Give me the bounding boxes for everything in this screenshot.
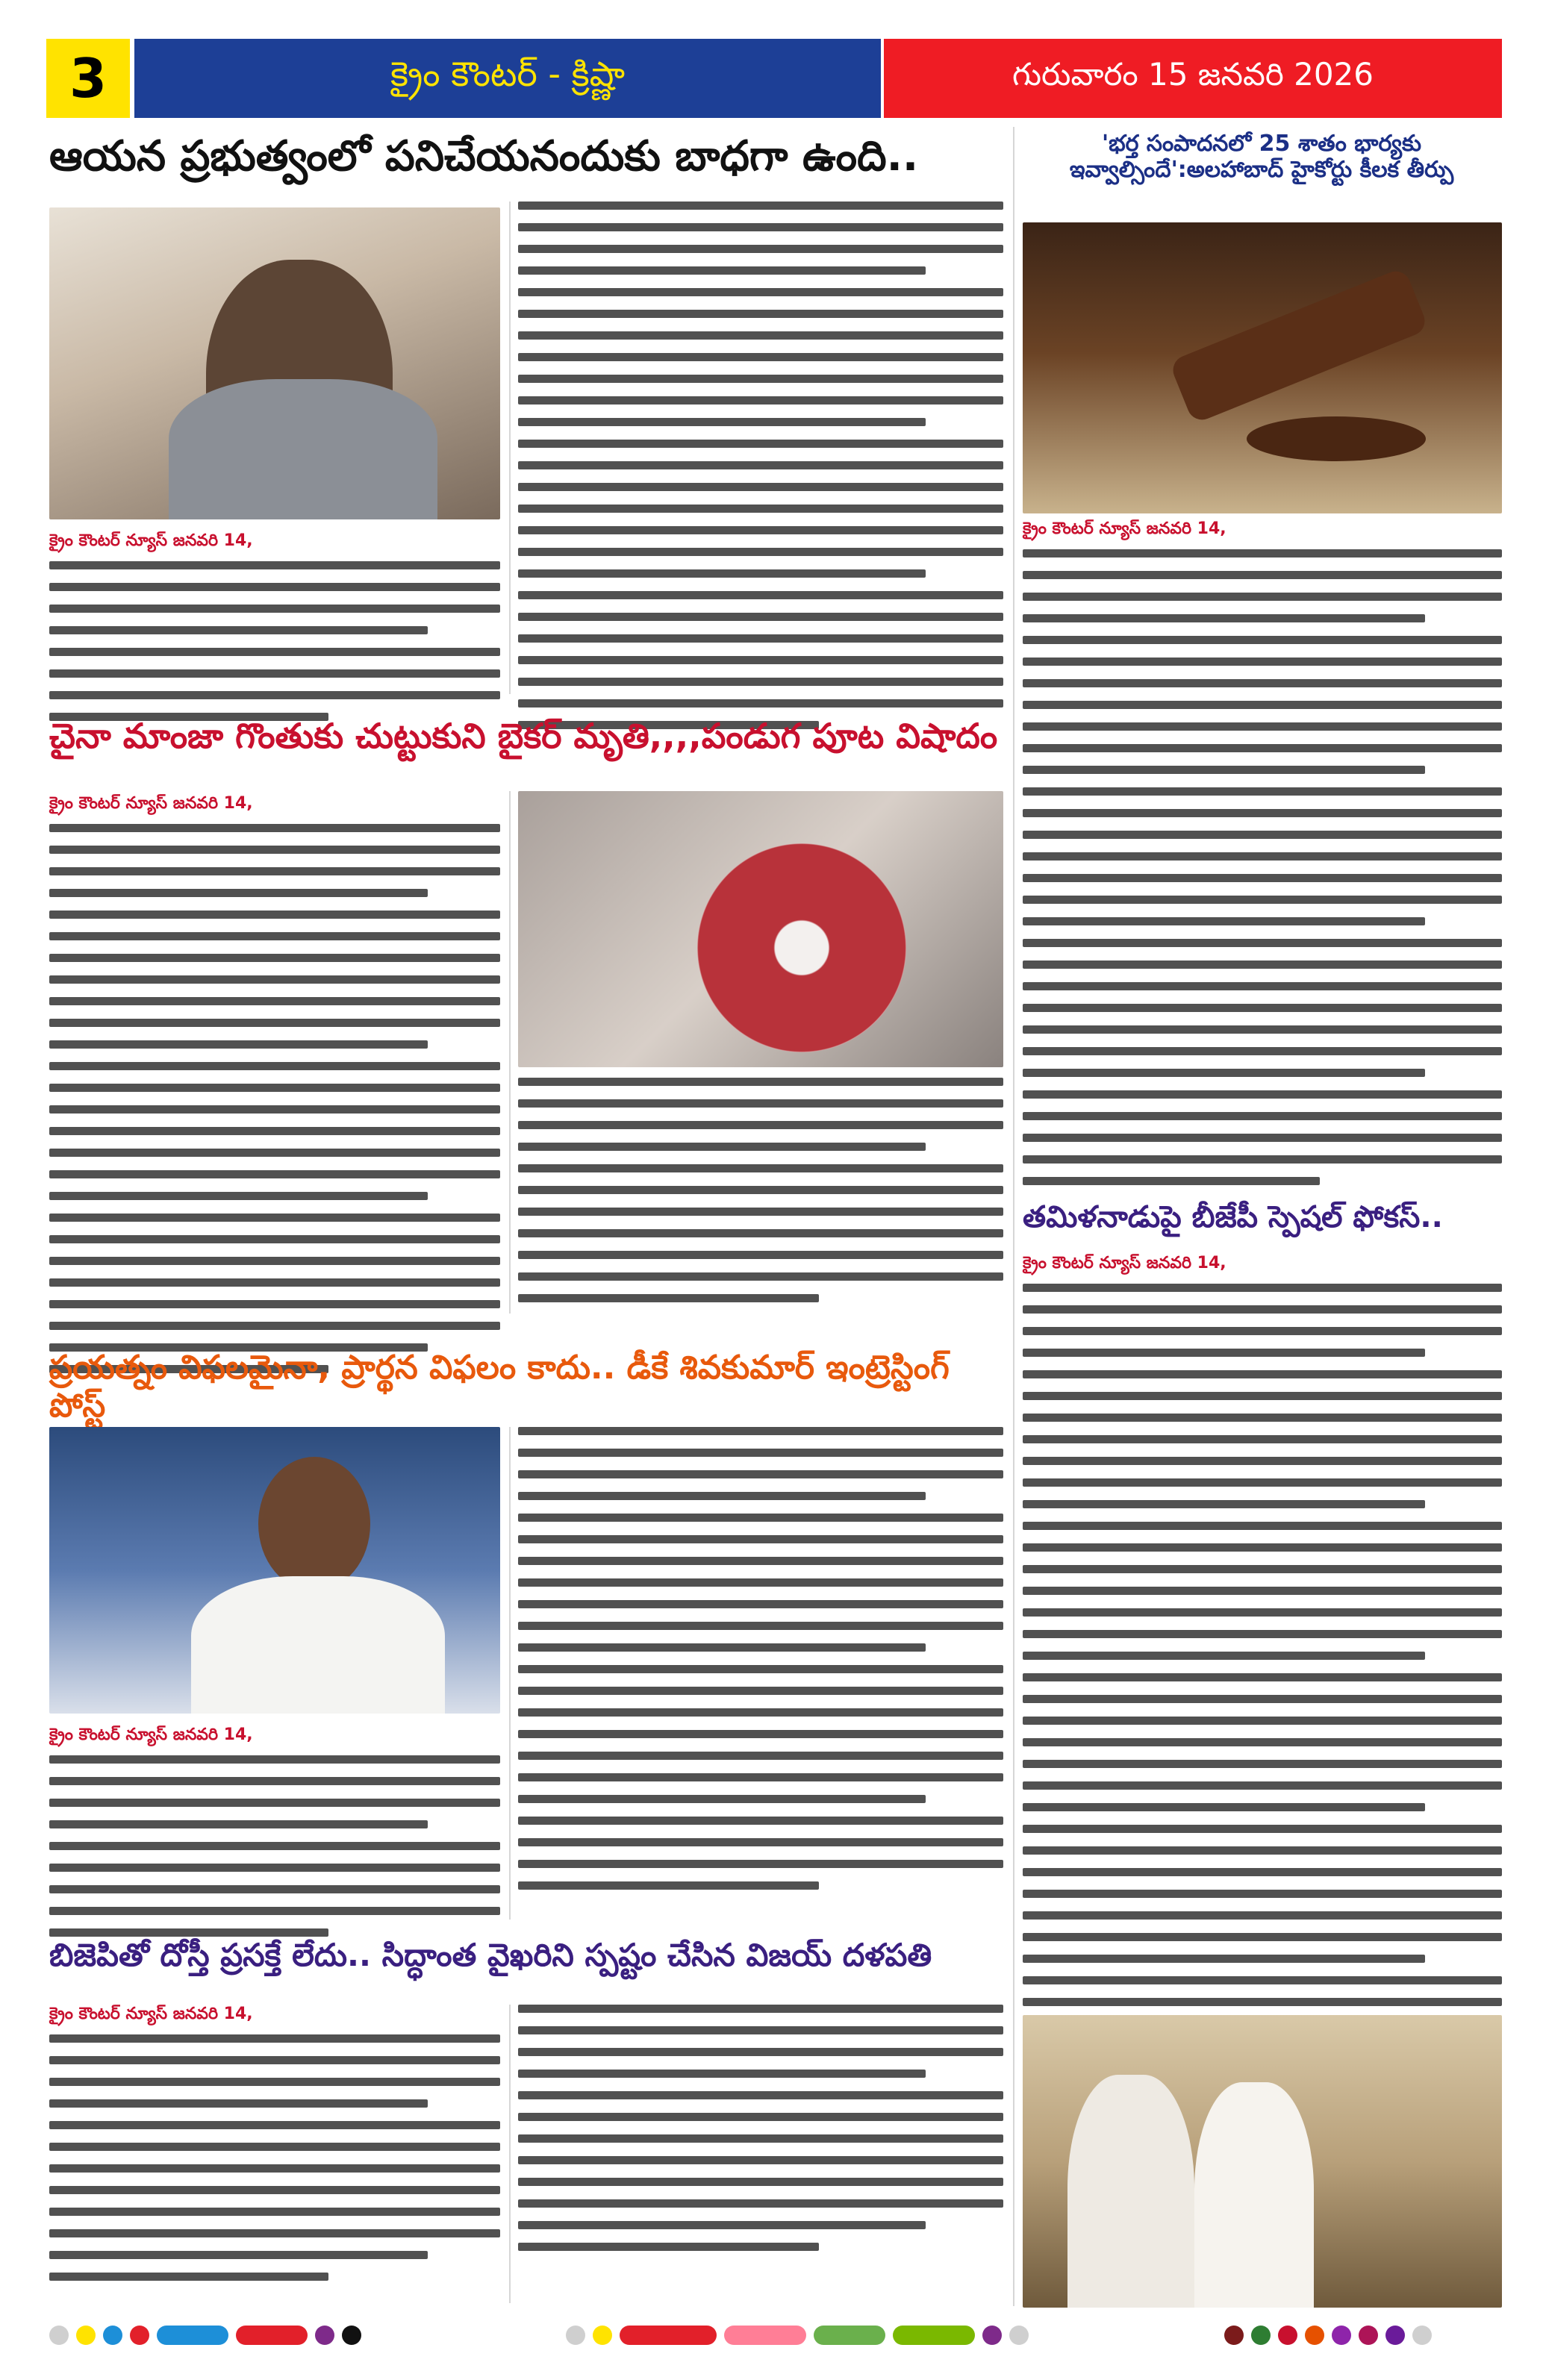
dateline: క్రైం కౌంటర్ న్యూస్ జనవరి 14, [49,1725,253,1744]
body-text-line [518,353,1003,361]
body-text-line [518,2156,1003,2164]
body-text-line [518,2091,1003,2099]
body-text-line [49,997,500,1005]
body-text-line [1023,1069,1425,1077]
body-text-line [49,975,500,984]
photo-modi-pongal [1023,2015,1502,2308]
body-text-line [49,1084,500,1092]
article-roja-text-right [518,202,1003,743]
body-text-line [1023,1414,1502,1422]
body-text-line [1023,1327,1502,1335]
body-text-line [49,2251,428,2259]
body-text-line [1023,722,1502,731]
body-text-line [518,613,1003,621]
body-text-line [1023,809,1502,817]
body-text-line [49,1019,500,1027]
body-text-line [1023,1781,1502,1790]
body-text-line [49,583,500,591]
body-text-line [518,2026,1003,2034]
body-text-line [1023,1112,1502,1120]
body-text-line [49,1885,500,1893]
body-text-line [1023,1868,1502,1876]
body-text-line [49,1235,500,1243]
body-text-line [1023,852,1502,861]
body-text-line [1023,1760,1502,1768]
issue-date: గురువారం 15 జనవరి 2026 [884,39,1502,118]
body-text-line [1023,593,1502,601]
body-text-line [518,375,1003,383]
column-rule [1013,127,1014,2306]
body-text-line [518,1251,1003,1259]
body-text-line [1023,1673,1502,1681]
body-text-line [49,1192,428,1200]
body-text-line [49,1105,500,1114]
body-text-line [1023,1349,1425,1357]
body-text-line [1023,1608,1502,1617]
body-text-line [518,1208,1003,1216]
body-text-line [518,2178,1003,2186]
body-text-line [1023,1630,1502,1638]
body-text-line [518,331,1003,340]
body-text-line [1023,658,1502,666]
body-text-line [1023,831,1502,839]
body-text-line [49,846,500,854]
body-text-line [1023,679,1502,687]
body-text-line [518,2221,926,2229]
body-text-line [518,418,926,426]
body-text-line [518,1557,1003,1565]
body-text-line [49,1907,500,1915]
body-text-line [49,1149,500,1157]
body-text-line [49,605,500,613]
body-text-line [1023,636,1502,644]
body-text-line [518,440,1003,448]
body-text-line [49,1777,500,1785]
body-text-line [518,1795,926,1803]
body-text-line [518,1622,1003,1630]
body-text-line [518,461,1003,469]
body-text-line [1023,939,1502,947]
dateline: క్రైం కౌంటర్ న్యూస్ జనవరి 14, [49,794,253,813]
body-text-line [518,1838,1003,1846]
masthead [46,39,1502,118]
body-text-line [1023,1370,1502,1378]
body-text-line [1023,1846,1502,1855]
body-text-line [518,2243,819,2251]
body-text-line [1023,1955,1425,1963]
body-text-line [1023,961,1502,969]
body-text-line [49,1170,500,1178]
body-text-line [49,2186,500,2194]
body-text-line [1023,1522,1502,1530]
body-text-line [49,1257,500,1265]
body-text-line [1023,1825,1502,1833]
body-text-line [518,656,1003,664]
body-text-line [1023,1565,1502,1573]
body-text-line [518,1078,1003,1086]
body-text-line [518,1687,1003,1695]
body-text-line [49,561,500,569]
footer-color-bar-center [566,2326,1029,2345]
body-text-line [518,223,1003,231]
headline-shivakumar: ప్రయత్నం విఫలమైనా, ప్రార్థన విఫలం కాదు.. డీకే శివకుమార్ ఇంట్రెస్టింగ్ పోస్ట్ [49,1349,950,1425]
body-text-line [49,2273,328,2281]
body-text-line [1023,1695,1502,1703]
body-text-line [518,591,1003,599]
body-text-line [518,483,1003,491]
body-text-line [49,1755,500,1764]
body-text-line [49,2078,500,2086]
body-text-line [518,288,1003,296]
body-text-line [1023,766,1425,774]
photo-gavel [1023,222,1502,513]
body-text-line [49,889,428,897]
body-text-line [49,2099,428,2108]
headline-tamilnadu: తమిళనాడుపై బీజేపీ స్పెషల్ ఫోకస్.. [1023,1200,1443,1234]
body-text-line [518,266,926,275]
article-vijay-text-left [49,2005,500,2294]
body-text-line [518,699,1003,708]
body-text-line [49,2056,500,2064]
body-text-line [49,1820,428,1828]
body-text-line [1023,614,1425,622]
body-text-line [518,1449,1003,1457]
body-text-line [518,2070,926,2078]
body-text-line [518,1600,1003,1608]
body-text-line [49,1928,328,1937]
photo-roja [49,207,500,519]
body-text-line [518,548,1003,556]
body-text-line [518,1860,1003,1868]
body-text-line [1023,1435,1502,1443]
body-text-line [518,202,1003,210]
article-roja-text-left [49,531,500,734]
body-text-line [49,2164,500,2173]
article-manja-text-right [518,1078,1003,1316]
body-text-line [518,1121,1003,1129]
article-vijay-text-right [518,2005,1003,2264]
body-text-line [49,867,500,875]
body-text-line [1023,1543,1502,1552]
body-text-line [518,1164,1003,1172]
body-text-line [1023,1090,1502,1099]
headline-manja: చైనా మాంజా గొంతుకు చుట్టుకుని బైకర్ మృతి,,,,పండుగ పూట విషాదం [49,716,998,756]
body-text-line [518,2199,1003,2208]
body-text-line [1023,1284,1502,1292]
body-text-line [49,1799,500,1807]
body-text-line [1023,1500,1425,1508]
body-text-line [1023,1177,1320,1185]
body-text-line [518,1427,1003,1435]
body-text-line [49,2121,500,2129]
article-manja-text-left [49,794,500,1387]
body-text-line [518,1099,1003,1108]
body-text-line [49,824,500,832]
body-text-line [518,245,1003,253]
body-text-line [1023,1004,1502,1012]
body-text-line [518,1535,1003,1543]
photo-shivakumar [49,1427,500,1714]
body-text-line [1023,1457,1502,1465]
body-text-line [1023,744,1502,752]
body-text-line [1023,1890,1502,1898]
body-text-line [518,526,1003,534]
body-text-line [49,1040,428,1049]
body-text-line [518,2113,1003,2121]
column-rule [509,2005,511,2303]
dateline: క్రైం కౌంటర్ న్యూస్ జనవరి 14, [1023,1254,1226,1272]
column-rule [509,1427,511,1920]
body-text-line [1023,1305,1502,1314]
body-text-line [518,1708,1003,1717]
page-number: 3 [46,39,130,118]
body-text-line [518,1514,1003,1522]
body-text-line [49,1300,500,1308]
body-text-line [1023,896,1502,904]
body-text-line [1023,1134,1502,1142]
body-text-line [518,1229,1003,1237]
body-text-line [1023,1587,1502,1595]
body-text-line [1023,1652,1425,1660]
body-text-line [518,2134,1003,2143]
body-text-line [518,1881,819,1890]
body-text-line [518,505,1003,513]
body-text-line [1023,549,1502,557]
body-text-line [518,1186,1003,1194]
body-text-line [1023,1738,1502,1746]
body-text-line [518,1643,926,1652]
body-text-line [518,1470,1003,1478]
body-text-line [1023,1976,1502,1984]
footer-color-bar-left [49,2326,361,2345]
body-text-line [1023,874,1502,882]
article-alimony-text [1023,519,1502,1199]
body-text-line [1023,982,1502,990]
body-text-line [49,1214,500,1222]
footer-color-bar-right [1224,2326,1432,2345]
body-text-line [518,569,926,578]
dateline: క్రైం కౌంటర్ న్యూస్ జనవరి 14, [49,531,253,550]
body-text-line [518,1272,1003,1281]
body-text-line [49,1864,500,1872]
headline-vijay: బిజెపితో దోస్తీ ప్రసక్తే లేదు.. సిద్ధాంత వైఖరిని స్పష్టం చేసిన విజయ్ దళపతి [49,1937,932,1973]
body-text-line [518,1665,1003,1673]
body-text-line [1023,571,1502,579]
photo-manja-spool [518,791,1003,1067]
body-text-line [1023,1998,1502,2006]
body-text-line [49,932,500,940]
body-text-line [49,1322,500,1330]
body-text-line [1023,1933,1502,1941]
body-text-line [1023,1025,1502,1034]
column-rule [509,791,511,1314]
body-text-line [1023,1911,1502,1920]
body-text-line [1023,1047,1502,1055]
headline-alimony: 'భర్త సంపాదనలో 25 శాతం భార్యకు ఇవ్వాల్సిందే':అలహాబాద్ హైకోర్టు కీలక తీర్పు [1069,131,1454,183]
dateline: క్రైం కౌంటర్ న్యూస్ జనవరి 14, [49,2005,253,2023]
body-text-line [518,310,1003,318]
body-text-line [518,634,1003,643]
body-text-line [518,396,1003,405]
dateline: క్రైం కౌంటర్ న్యూస్ జనవరి 14, [1023,519,1226,538]
body-text-line [49,1062,500,1070]
body-text-line [49,2208,500,2216]
body-text-line [1023,1392,1502,1400]
body-text-line [1023,701,1502,709]
body-text-line [49,1842,500,1850]
body-text-line [49,669,500,678]
body-text-line [518,678,1003,686]
body-text-line [518,1294,819,1302]
body-text-line [1023,1478,1502,1487]
body-text-line [49,2034,500,2043]
body-text-line [518,1730,1003,1738]
body-text-line [49,1278,500,1287]
edition-title: క్రైం కౌంటర్ - క్రిష్ణా [134,39,881,118]
body-text-line [518,1773,1003,1781]
body-text-line [518,1143,926,1151]
body-text-line [518,1492,926,1500]
body-text-line [49,691,500,699]
body-text-line [49,2229,500,2237]
article-shivakumar-text-left [49,1725,500,1950]
body-text-line [518,1752,1003,1760]
body-text-line [1023,1803,1425,1811]
body-text-line [49,911,500,919]
body-text-line [49,2143,500,2151]
body-text-line [518,2005,1003,2013]
article-shivakumar-text-right [518,1427,1003,1903]
headline-roja: ఆయన ప్రభుత్వంలో పనిచేయనందుకు బాధగా ఉంది.. [49,132,919,181]
body-text-line [1023,1717,1502,1725]
column-rule [509,202,511,694]
body-text-line [518,2048,1003,2056]
body-text-line [1023,1155,1502,1164]
body-text-line [49,648,500,656]
body-text-line [49,626,428,634]
body-text-line [49,1127,500,1135]
body-text-line [518,1578,1003,1587]
body-text-line [49,954,500,962]
body-text-line [518,1817,1003,1825]
body-text-line [1023,917,1425,925]
body-text-line [1023,787,1502,796]
